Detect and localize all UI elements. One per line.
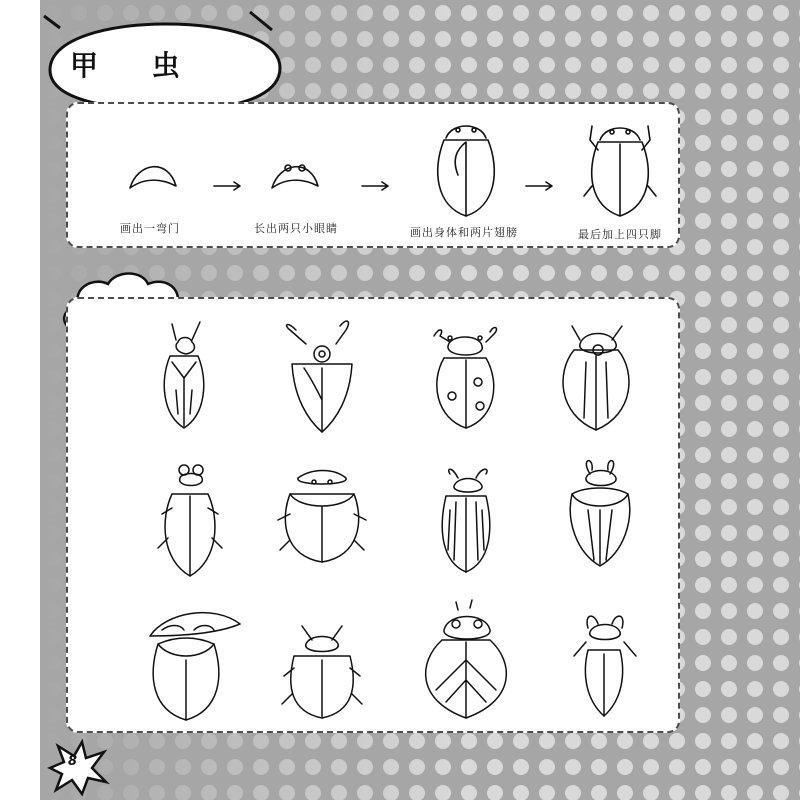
beetle-example-8: [570, 461, 629, 566]
beetle-example-6: [278, 471, 366, 563]
beetle-example-3: [434, 328, 497, 428]
step-4-label: 最后加上四只脚: [578, 228, 662, 241]
step-2-label: 长出两只小眼睛: [254, 222, 338, 235]
step-1-label: 画出一弯门: [120, 222, 180, 235]
page-title: 甲 虫: [70, 49, 202, 82]
beetle-example-11: [426, 600, 507, 718]
beetle-example-4: [563, 326, 629, 430]
beetle-example-5: [158, 465, 222, 576]
step-3-label: 画出身体和两片翅膀: [410, 226, 518, 239]
beetle-example-10: [282, 626, 362, 718]
page-number: 8: [68, 754, 78, 769]
beetle-example-9: [150, 613, 240, 720]
beetle-example-2: [287, 321, 352, 432]
beetle-example-7: [442, 469, 489, 572]
beetle-example-1: [164, 322, 204, 428]
beetle-example-12: [574, 616, 636, 716]
